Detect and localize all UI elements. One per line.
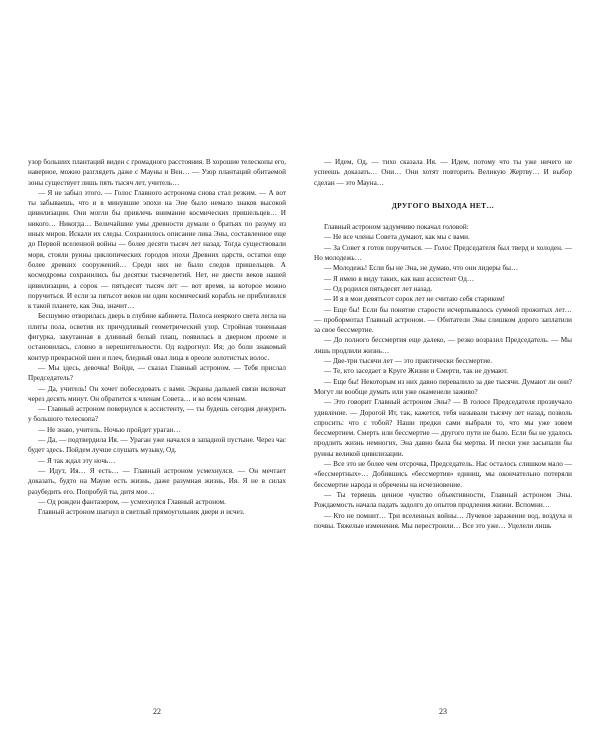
- paragraph: — До полного бессмертия еще далеко, — резко возразил Председатель. — Мы лишь продлили жизнь…: [314, 336, 572, 355]
- paragraph: Главный астроном задумчиво покачал головой:: [324, 223, 469, 232]
- paragraph: — За Совет я готов поручиться. — Голос Председателя был тверд и холоден. — Но молодежь…: [314, 243, 572, 263]
- paragraph: Главный астроном шагнул в светлый прямоугольник двери и исчез.: [38, 508, 245, 517]
- paragraph: — Да, — подтвердила Ия. — Ураган уже начался в западной пустыне. Через час будет здесь. Пойдем лучше слушать музыку, Од.: [28, 436, 286, 455]
- paragraph: — Я не забыл этого. — Голос Главного астронома снова стал резким. — А вот ты забываешь, что и в минувшие эпохи на Эне было немало знаков высокой цивилизации. Они могли бы привлечь внимание космических пришельцев… И никого… Никогда… Величайшие умы древности думали о братьях по разуму из иных миров. Искали их следы. Сохранилось описание лика Эны, составленное еще до Первой вселенной войны — более десяти тысяч лет назад. Тогда существовали моря, стояли руины циклопических городов эпохи Древних царств, остатки еще более древних сооружений… Среди них не было следов пришельцев. А космодромы сохранились бы десятки тысячелетий. Нет, не двести веков нашей цивилизации, а сорок — пятьдесят тысяч лет — вот время, за которое можно поручиться. И если за пятьсот веков ни один космический корабль не приблизился к такой планете, как Эна, значит…: [28, 188, 286, 311]
- paragraph: — Все это не более чем отсрочка, Председатель. Нас осталось слишком мало — «бессмертных»… Добившись «бессмертия» единиц, мы окончательно потеряли бессмертие народа и обречены на исчезновение.: [314, 460, 572, 489]
- paragraph: — Идут, Ия… Я есть… — Главный астроном усмехнулся. — Он мечтает доказать, будто на Мауне есть жизнь, даже разумная жизнь, Ия. Я не в силах разубедить его. Попробуй ты, дитя мое…: [28, 466, 286, 496]
- paragraph: узор больших плантаций виден с громадного расстояния. В хорошие телескопы его, наверное, можно разглядеть даже с Мауны и Вен… — Узор плантаций обитаемой зоны существует лишь пять тысяч лет, учитель…: [28, 158, 286, 187]
- paragraph: — Те, кто заседает в Круге Жизни и Смерти, так не думают.: [324, 367, 508, 376]
- paragraph: — Это говорит Главный астроном Эны? — В голосе Председателя прозвучало удивление. — Дорогой Ит, так, кажется, тебя называли тысячу лет назад, позволь спросить: что с тобой? Наши предки сами выбрали то, что мы уже зовем бессмертием. Смерть или бессмертие — другого пути не было. Если бы не удалось продлить жизнь немногих, Эна давно была бы мертва. И пески уже засыпали бы руины великой цивилизации.: [314, 398, 572, 458]
- paragraph: — Еще бы! Некоторым из них давно перевалило за две тысячи. Думают ли они? Могут ли вообще думать или уже окаменели заживо?: [314, 377, 572, 396]
- paragraph: — Я имею в виду таких, как ваш ассистент Од…: [324, 274, 475, 283]
- page-number-left: 22: [153, 707, 161, 716]
- page-number-right: 23: [439, 707, 447, 716]
- right-page-text: [314, 157, 572, 531]
- paragraph: — Идем, Од, — тихо сказала Ия. — Идем, потому что ты уже ничего не успеешь доказать… Они… Они хотят повторить Великую Жертву… И выбор сделан — это Мауна…: [314, 158, 572, 187]
- paragraph: — Главный астроном повернулся к ассистенту, — ты будешь сегодня дежурить у большого телескопа?: [28, 405, 286, 424]
- paragraph: — Две-три тысячи лет — это практически бессмертие.: [324, 357, 493, 366]
- paragraph: — Я так ждал эту ночь…: [38, 456, 116, 465]
- paragraph: — Од родился пятьдесят лет назад.: [324, 284, 433, 293]
- paragraph: — Не все члены Совета думают, как мы с вами.: [324, 233, 470, 242]
- paragraph: — Еще бы! Если бы понятие старости исчерпывалось суммой прожитых лет… — пробормотал Главный астроном. — Обитатели Эны слишком дорого заплатили за свое бессмертие.: [314, 305, 572, 335]
- paragraph: — Не знаю, учитель. Ночью пройдет ураган…: [38, 425, 181, 434]
- paragraph: — Мы здесь, девочка! Войди, — сказал Главный астроном. — Тебя прислал Председатель?: [28, 363, 286, 383]
- paragraph: — Од рожден фантазером, — усмехнулся Главный астроном.: [38, 497, 226, 506]
- left-page-text: [28, 157, 286, 517]
- paragraph: — Да, учитель! Он хочет побеседовать с вами. Экраны дальней связи включат через десять минут. Он обратится к членам Совета… и ко всем членам.: [28, 384, 286, 403]
- paragraph: Бесшумно отворилась дверь в глубине кабинета. Полоса неяркого света легла на плиты пола, осветив их причудливый геометрический узор. Стройная тоненькая фигурка, закутанная в длинный белый плащ, появилась в дверном проеме и остановилась, словно в нерешительности. Од вздрогнул: Ия; до боли знакомый контур прекрасной шеи и плеч, бледный овал лица в ореоле золотистых волос.: [28, 312, 286, 362]
- paragraph: — Молодежь! Если бы не Эна, не думаю, что они лидеры бы…: [324, 264, 519, 273]
- chapter-heading: ДРУГОГО ВЫХОДА НЕТ…: [391, 200, 495, 210]
- paragraph: — Кто не помнит… Три вселенных войны… Лучевое заражение вод, воздуха и почвы. Тяжелые изменения. Мы перестроили… Все это уже… Уцелели лишь: [314, 511, 572, 530]
- paragraph: — И я в мои девятьсот сорок лет не считаю себя стариком!: [324, 295, 506, 304]
- paragraph: — Ты теряешь ценное чувство объективности, Главный астроном Эны. Рождаемость начала падать задолго до опытов продления жизни. Вспомни…: [314, 490, 572, 510]
